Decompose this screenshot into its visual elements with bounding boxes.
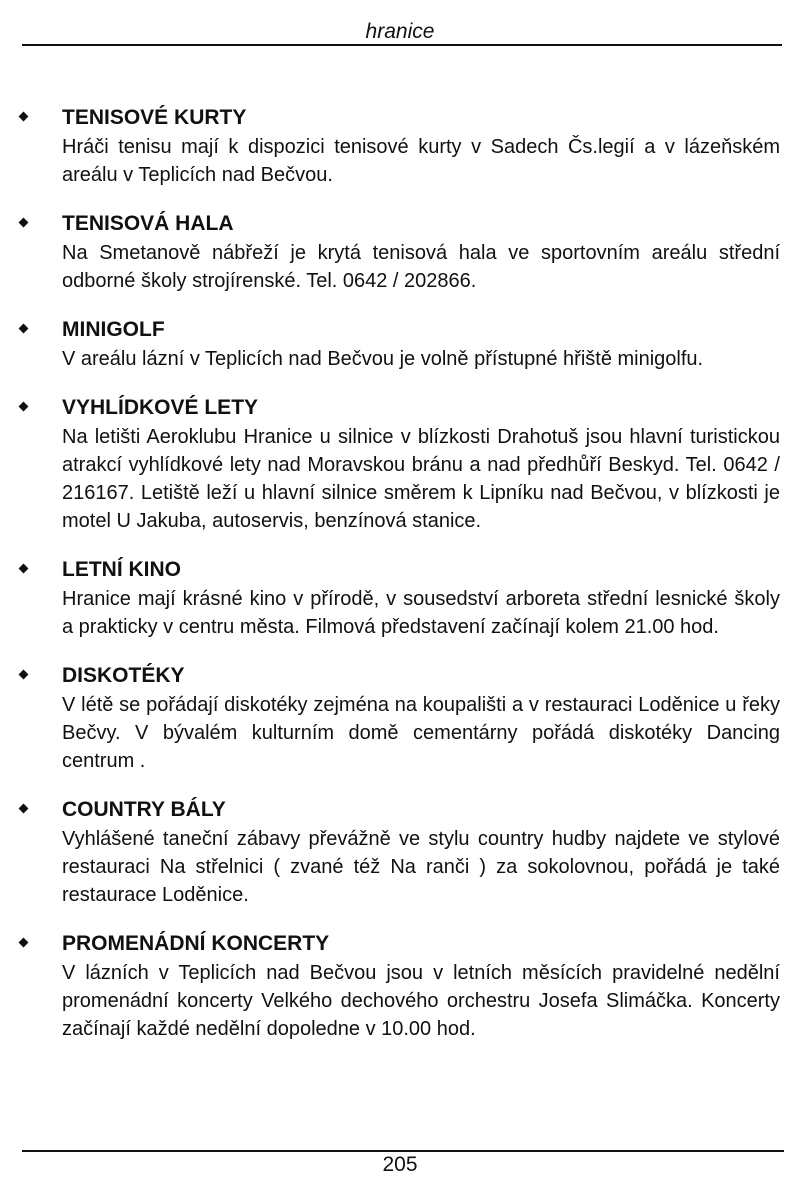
page-content [0,103,800,1063]
diamond-bullet-icon [19,564,29,574]
diamond-bullet-icon [19,402,29,412]
section-body: V areálu lázní v Teplicích nad Bečvou je volně přístupné hřiště minigolfu. [62,348,704,370]
section-body: Vyhlášené taneční zábavy převážně ve stylu country hudby najdete ve stylové restauraci Na střelnici ( zvané též Na ranči ) za sokolovnou, pořádá je také restaurace Loděnice. [62,828,780,906]
diamond-bullet-icon [19,218,29,228]
page-number: 205 [382,1153,418,1176]
section-country-baly [0,795,800,909]
section-heading: VYHLÍDKOVÉ LETY [62,396,259,419]
diamond-bullet-icon [19,112,29,122]
section-tenisova-hala [0,209,800,295]
section-heading: TENISOVÉ KURTY [62,106,247,129]
header-divider [22,44,782,46]
section-tenisove-kurty [0,103,800,189]
section-heading: LETNÍ KINO [62,558,181,581]
section-promenadni-koncerty [0,929,800,1043]
section-body: V lázních v Teplicích nad Bečvou jsou v letních měsících pravidelné nedělní promenádní koncerty Velkého dechového orchestru Josefa Slimáčka. Koncerty začínají každé nedělní dopoledne v 10.00 hod. [62,962,780,1040]
section-body: Hranice mají krásné kino v přírodě, v sousedství arboreta střední lesnické školy a prakticky v centru města. Filmová představení začínají kolem 21.00 hod. [62,588,780,638]
section-heading: DISKOTÉKY [62,664,185,687]
section-body: Hráči tenisu mají k dispozici tenisové kurty v Sadech Čs.legií a v lázeňském areálu v Teplicích nad Bečvou. [62,136,780,186]
section-vyhlidkove-lety [0,393,800,535]
section-minigolf [0,315,800,373]
diamond-bullet-icon [19,324,29,334]
footer-divider [22,1150,784,1152]
running-header-title: hranice [365,20,435,43]
section-heading: PROMENÁDNÍ KONCERTY [62,932,330,955]
section-body: Na letišti Aeroklubu Hranice u silnice v blízkosti Drahotuš jsou hlavní turistickou atrakcí vyhlídkové lety nad Moravskou bránu a nad předhůří Beskyd. Tel. 0642 / 216167. Letiště leží u hlavní silnice směrem k Lipníku nad Bečvou, v blízkosti je motel U Jakuba, autoservis, benzínová stanice. [62,426,780,532]
diamond-bullet-icon [19,670,29,680]
section-body: Na Smetanově nábřeží je krytá tenisová hala ve sportovním areálu střední odborné školy strojírenské. Tel. 0642 / 202866. [62,242,780,292]
section-heading: MINIGOLF [62,318,165,341]
diamond-bullet-icon [19,804,29,814]
section-diskoteky [0,661,800,775]
diamond-bullet-icon [19,938,29,948]
section-body: V létě se pořádají diskotéky zejména na koupališti a v restauraci Loděnice u řeky Bečvy. V bývalém kulturním domě cementárny pořádá diskotéky Dancing centrum . [62,694,780,772]
section-letni-kino [0,555,800,641]
section-heading: TENISOVÁ HALA [62,212,234,235]
section-heading: COUNTRY BÁLY [62,798,226,821]
